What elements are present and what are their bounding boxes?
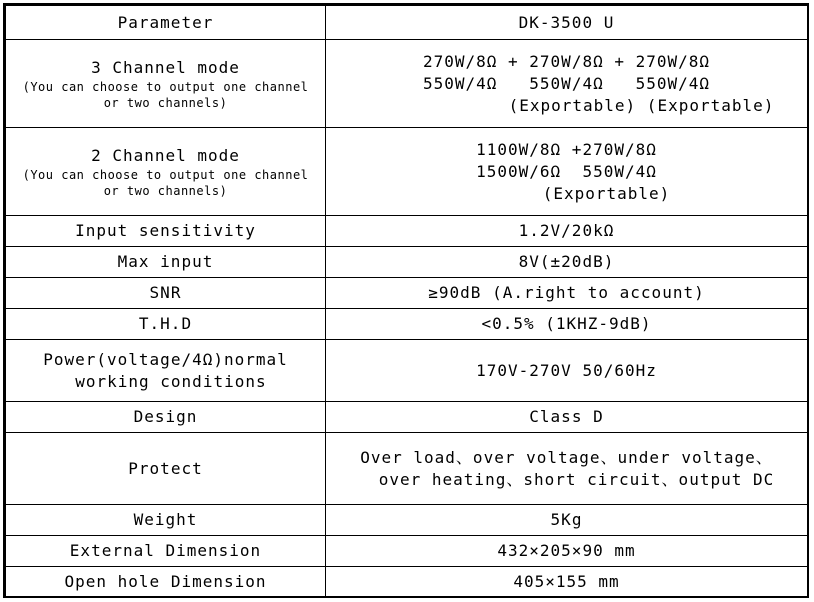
value-line: (Exportable) (Exportable) <box>508 95 775 115</box>
spec-table <box>5 5 808 598</box>
value-cell: 432×205×90 mm <box>326 536 808 567</box>
value-cell: 170V-270V 50/60Hz <box>326 340 808 402</box>
value-line: 1500W/6Ω 550W/4Ω <box>476 161 657 181</box>
param-cell <box>6 128 326 216</box>
table-row <box>6 505 808 536</box>
table-row <box>6 309 808 340</box>
value-cell: 8V(±20dB) <box>326 247 808 278</box>
value-line: 550W/4Ω 550W/4Ω 550W/4Ω <box>422 73 711 93</box>
table-row <box>6 402 808 433</box>
table-row <box>6 536 808 567</box>
table-row <box>6 247 808 278</box>
param-cell: Weight <box>6 505 326 536</box>
header-parameter: Parameter <box>6 6 326 40</box>
table-row <box>6 216 808 247</box>
value-cell: 1.2V/20kΩ <box>326 216 808 247</box>
value-cell: Class D <box>326 402 808 433</box>
value-line: Over load、over voltage、under voltage、 <box>360 447 773 467</box>
param-label: 2 Channel mode <box>91 145 240 165</box>
param-note: (You can choose to output one channel <box>22 79 309 94</box>
value-line: 1100W/8Ω +270W/8Ω <box>476 139 657 159</box>
param-cell: T.H.D <box>6 309 326 340</box>
value-line: (Exportable) <box>542 183 671 203</box>
table-row <box>6 433 808 505</box>
param-note: (You can choose to output one channel <box>22 167 309 182</box>
param-label: working conditions <box>75 371 267 391</box>
value-cell: <0.5% (1KHZ-9dB) <box>326 309 808 340</box>
header-model: DK-3500 U <box>326 6 808 40</box>
param-note: or two channels) <box>103 95 228 110</box>
param-cell: SNR <box>6 278 326 309</box>
value-cell: ≥90dB (A.right to account) <box>326 278 808 309</box>
param-label-wrap <box>43 349 288 393</box>
param-note: or two channels) <box>103 183 228 198</box>
param-label: Power(voltage/4Ω)normal <box>43 349 288 369</box>
table-row <box>6 278 808 309</box>
value-cell <box>326 433 808 505</box>
value-cell: 405×155 mm <box>326 567 808 598</box>
table-row <box>6 40 808 128</box>
param-cell <box>6 340 326 402</box>
param-cell: Open hole Dimension <box>6 567 326 598</box>
param-cell: External Dimension <box>6 536 326 567</box>
param-label: 3 Channel mode <box>91 57 240 77</box>
value-line: 270W/8Ω + 270W/8Ω + 270W/8Ω <box>422 51 711 71</box>
param-cell <box>6 40 326 128</box>
value-line: over heating、short circuit、output DC <box>378 469 775 489</box>
table-header-row <box>6 6 808 40</box>
value-cell <box>326 128 808 216</box>
param-cell: Protect <box>6 433 326 505</box>
param-cell: Input sensitivity <box>6 216 326 247</box>
table-row <box>6 128 808 216</box>
table-row <box>6 567 808 598</box>
param-cell: Design <box>6 402 326 433</box>
table-row <box>6 340 808 402</box>
param-cell: Max input <box>6 247 326 278</box>
value-cell <box>326 40 808 128</box>
value-cell: 5Kg <box>326 505 808 536</box>
